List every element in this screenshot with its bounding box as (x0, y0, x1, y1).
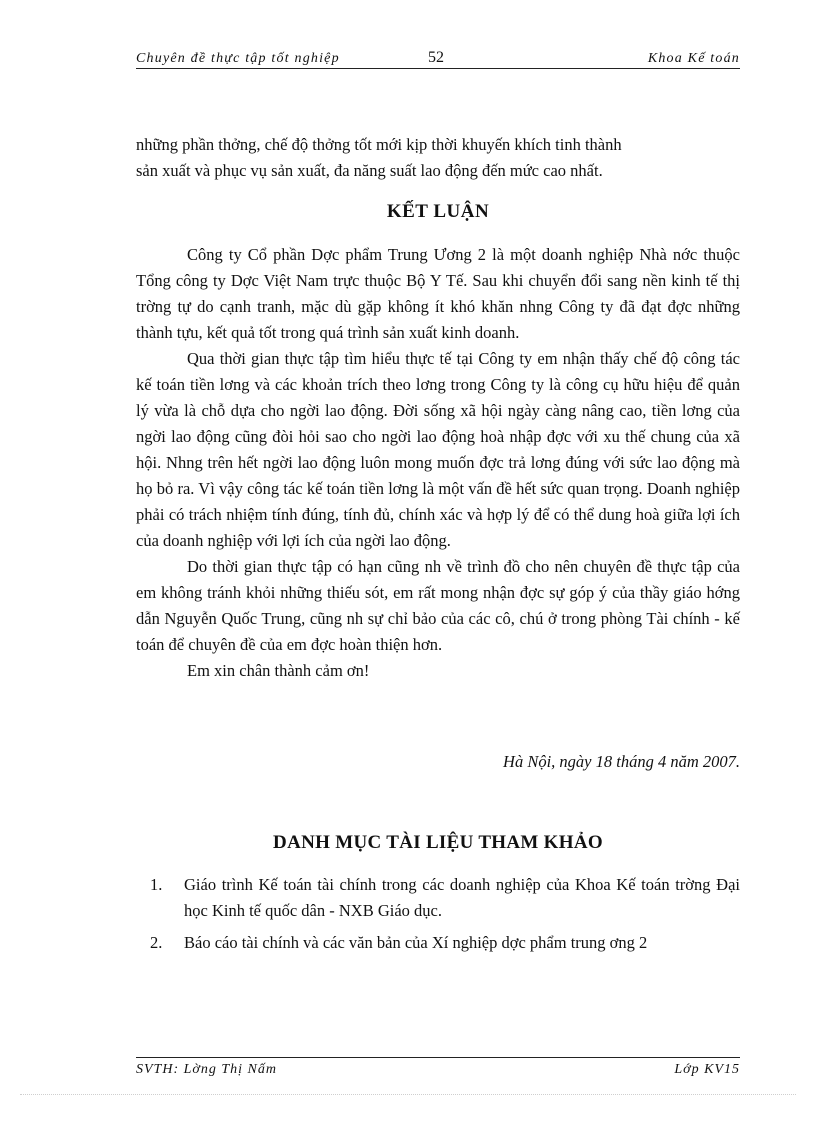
conclusion-paragraph: Do thời gian thực tập có hạn cũng nh về trình đồ cho nên chuyên đề thực tập của em không tránh khỏi những thiếu sót, em rất mong nhận đợc sự góp ý của thầy giáo hớng dẫn Nguyễn Quốc Trung, cũng nh sự chỉ bảo của các cô, chú ở trong phòng Tài chính - kế toán để chuyên đề của em đợc hoàn thiện hơn. (136, 557, 740, 654)
references-title: DANH MỤC TÀI LIỆU THAM KHẢO (273, 832, 603, 853)
references-list (150, 872, 740, 962)
conclusion-body (136, 242, 740, 684)
conclusion-paragraph: Công ty Cổ phần Dợc phẩm Trung Ương 2 là một doanh nghiệp Nhà nớc thuộc Tổng công ty Dợc Việt Nam trực thuộc Bộ Y Tế. Sau khi chuyển đổi sang nền kinh tế thị trờng tự do cạnh tranh, mặc dù gặp không ít khó khăn nhng Công ty đã đạt đợc những thành tựu, kết quả tốt trong quá trình sản xuất kinh doanh. (136, 245, 740, 342)
conclusion-title: KẾT LUẬN (386, 201, 490, 222)
intro-paragraph (136, 132, 740, 184)
conclusion-paragraph: Qua thời gian thực tập tìm hiểu thực tế tại Công ty em nhận thấy chế độ công tác kế toán tiền lơng và các khoản trích theo lơng trong Công ty là công cụ hữu hiệu để quản lý vừa là chỗ dựa cho ngời lao động. Đời sống xã hội ngày càng nâng cao, tiền lơng của ngời lao động cũng đòi hỏi sao cho ngời lao động hoà nhập đợc với xu thế chung của xã hội. Nhng trên hết ngời lao động luôn mong muốn đợc trả lơng đúng với sức lao động mà họ bỏ ra. Vì vậy công tác kế toán tiền lơng là một vấn đề hết sức quan trọng. Doanh nghiệp phải có trách nhiệm tính đúng, tính đủ, chính xác và hợp lý để có thể dung hoà giữa lợi ích của doanh nghiệp với lợi ích của ngời lao động. (136, 349, 740, 550)
header-course-title: Chuyên đề thực tập tốt nghiệp (136, 51, 340, 66)
reference-text: Báo cáo tài chính và các văn bản của Xí nghiệp dợc phẩm trung ơng 2 (184, 933, 648, 952)
page-bottom-divider (20, 1094, 796, 1095)
reference-item (150, 930, 740, 956)
header-department: Khoa Kế toán (647, 51, 740, 66)
reference-number: 2. (150, 933, 163, 952)
header-page-number: 52 (428, 49, 444, 66)
reference-number: 1. (150, 875, 163, 894)
page-footer (136, 1057, 740, 1082)
intro-line: những phần thởng, chế độ thởng tốt mới kịp thời khuyến khích tinh thành (136, 135, 622, 154)
reference-item (150, 872, 740, 924)
reference-text: Giáo trình Kế toán tài chính trong các doanh nghiệp của Khoa Kế toán trờng Đại học Kinh tế quốc dân - NXB Giáo dục. (184, 875, 740, 920)
page-header (136, 50, 740, 69)
closing-thanks: Em xin chân thành cảm ơn! (187, 661, 370, 680)
intro-line: sản xuất và phục vụ sản xuất, đa năng suất lao động đến mức cao nhất. (136, 161, 603, 180)
footer-class: Lớp KV15 (674, 1062, 740, 1077)
signature-date: Hà Nội, ngày 18 tháng 4 năm 2007. (503, 752, 740, 771)
footer-student: SVTH: Lờng Thị Nấm (136, 1062, 277, 1077)
